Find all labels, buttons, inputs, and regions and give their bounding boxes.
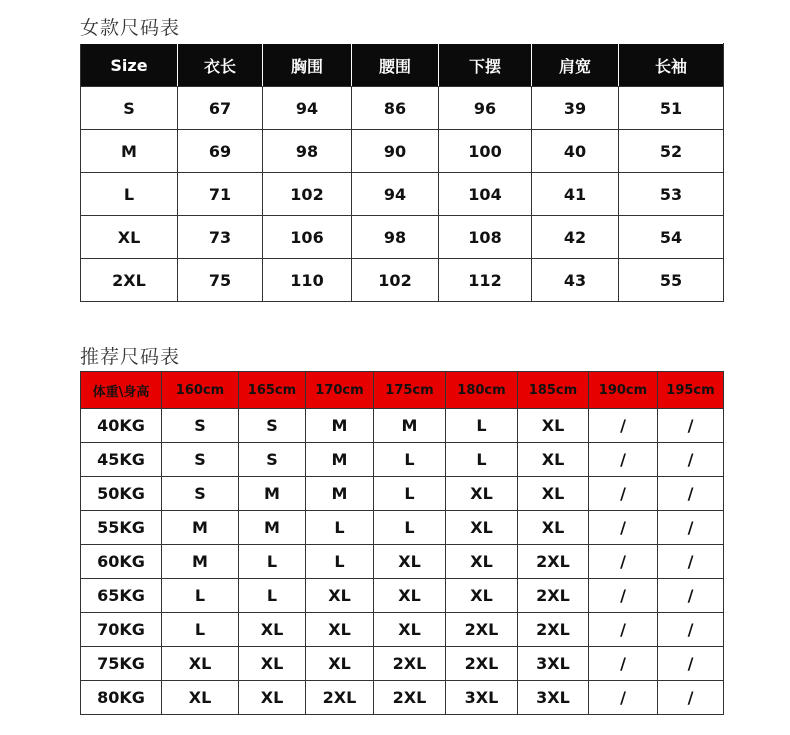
table-cell: XL bbox=[374, 579, 446, 613]
table-cell: XL bbox=[374, 545, 446, 579]
table-cell: L bbox=[81, 173, 178, 216]
table-cell: L bbox=[446, 409, 518, 443]
table-cell: 112 bbox=[439, 259, 532, 302]
table-cell: M bbox=[162, 545, 239, 579]
table-cell: / bbox=[658, 681, 724, 715]
table-header-row bbox=[81, 372, 724, 409]
table-cell: 102 bbox=[352, 259, 439, 302]
table-cell: 53 bbox=[619, 173, 724, 216]
table-cell: 96 bbox=[439, 87, 532, 130]
table-cell: 42 bbox=[532, 216, 619, 259]
table-cell: 102 bbox=[263, 173, 352, 216]
table-cell: M bbox=[306, 477, 374, 511]
table-cell: XL bbox=[446, 545, 518, 579]
column-header: 160cm bbox=[162, 372, 239, 409]
table-cell: XL bbox=[446, 511, 518, 545]
table-cell: 55KG bbox=[81, 511, 162, 545]
table-cell: M bbox=[81, 130, 178, 173]
table-cell: / bbox=[589, 409, 658, 443]
table-cell: 2XL bbox=[306, 681, 374, 715]
column-header: 165cm bbox=[239, 372, 306, 409]
column-header: 胸围 bbox=[263, 44, 352, 87]
table-cell: 2XL bbox=[374, 681, 446, 715]
table-cell: XL bbox=[239, 681, 306, 715]
table-cell: XL bbox=[518, 477, 589, 511]
table-cell: 3XL bbox=[518, 647, 589, 681]
table-cell: / bbox=[589, 545, 658, 579]
table-cell: XL bbox=[306, 647, 374, 681]
table-cell: XL bbox=[162, 681, 239, 715]
table-cell: 100 bbox=[439, 130, 532, 173]
table-cell: L bbox=[162, 579, 239, 613]
table-cell: L bbox=[306, 511, 374, 545]
table-cell: XL bbox=[81, 216, 178, 259]
table-cell: XL bbox=[446, 477, 518, 511]
table-cell: 108 bbox=[439, 216, 532, 259]
table-cell: XL bbox=[518, 409, 589, 443]
table-cell: 2XL bbox=[446, 613, 518, 647]
table-cell: / bbox=[658, 647, 724, 681]
column-header: 下摆 bbox=[439, 44, 532, 87]
table-cell: 45KG bbox=[81, 443, 162, 477]
table-cell: / bbox=[658, 613, 724, 647]
table-row bbox=[81, 647, 724, 681]
table-cell: M bbox=[306, 443, 374, 477]
table-cell: XL bbox=[518, 511, 589, 545]
table-cell: / bbox=[589, 613, 658, 647]
column-header: 180cm bbox=[446, 372, 518, 409]
table-cell: 73 bbox=[178, 216, 263, 259]
table-cell: 41 bbox=[532, 173, 619, 216]
table-cell: 106 bbox=[263, 216, 352, 259]
table-cell: M bbox=[239, 477, 306, 511]
table-cell: 80KG bbox=[81, 681, 162, 715]
table-row bbox=[81, 511, 724, 545]
table-cell: / bbox=[658, 511, 724, 545]
table-cell: M bbox=[239, 511, 306, 545]
table-cell: 75KG bbox=[81, 647, 162, 681]
table-row bbox=[81, 409, 724, 443]
table-cell: 65KG bbox=[81, 579, 162, 613]
column-header: 长袖 bbox=[619, 44, 724, 87]
table-row bbox=[81, 87, 724, 130]
table-cell: 52 bbox=[619, 130, 724, 173]
recommend-size-table bbox=[80, 371, 724, 715]
table-cell: 94 bbox=[352, 173, 439, 216]
column-header: 体重\身高 bbox=[81, 372, 162, 409]
table-cell: L bbox=[306, 545, 374, 579]
table-row bbox=[81, 173, 724, 216]
table-cell: 50KG bbox=[81, 477, 162, 511]
table-cell: 75 bbox=[178, 259, 263, 302]
column-header: 190cm bbox=[589, 372, 658, 409]
table-cell: M bbox=[306, 409, 374, 443]
table-cell: 2XL bbox=[81, 259, 178, 302]
table-cell: XL bbox=[446, 579, 518, 613]
table-row bbox=[81, 545, 724, 579]
table-cell: 110 bbox=[263, 259, 352, 302]
column-header: Size bbox=[81, 44, 178, 87]
table-cell: 39 bbox=[532, 87, 619, 130]
table-cell: 2XL bbox=[518, 613, 589, 647]
table-cell: XL bbox=[518, 443, 589, 477]
column-header: 腰围 bbox=[352, 44, 439, 87]
table-cell: 98 bbox=[352, 216, 439, 259]
table-cell: S bbox=[239, 443, 306, 477]
table-row bbox=[81, 613, 724, 647]
table-row bbox=[81, 443, 724, 477]
table-cell: / bbox=[589, 511, 658, 545]
table-cell: S bbox=[162, 409, 239, 443]
table-cell: 2XL bbox=[446, 647, 518, 681]
table-cell: / bbox=[658, 579, 724, 613]
table-cell: / bbox=[589, 579, 658, 613]
table-cell: S bbox=[162, 477, 239, 511]
column-header: 肩宽 bbox=[532, 44, 619, 87]
women-size-table bbox=[80, 43, 724, 302]
table-cell: 40 bbox=[532, 130, 619, 173]
table-cell: 55 bbox=[619, 259, 724, 302]
table-cell: M bbox=[374, 409, 446, 443]
table-row bbox=[81, 216, 724, 259]
table-cell: 2XL bbox=[518, 579, 589, 613]
table-cell: S bbox=[162, 443, 239, 477]
table-cell: M bbox=[162, 511, 239, 545]
table-cell: 90 bbox=[352, 130, 439, 173]
table-cell: 94 bbox=[263, 87, 352, 130]
table-cell: 70KG bbox=[81, 613, 162, 647]
table-cell: / bbox=[589, 477, 658, 511]
column-header: 185cm bbox=[518, 372, 589, 409]
table-cell: XL bbox=[306, 613, 374, 647]
table-cell: 54 bbox=[619, 216, 724, 259]
table-cell: 60KG bbox=[81, 545, 162, 579]
table-cell: / bbox=[589, 647, 658, 681]
table-row bbox=[81, 130, 724, 173]
column-header: 衣长 bbox=[178, 44, 263, 87]
recommend-size-table-title: 推荐尺码表 bbox=[80, 346, 181, 368]
table-cell: L bbox=[374, 443, 446, 477]
column-header: 175cm bbox=[374, 372, 446, 409]
table-cell: L bbox=[239, 579, 306, 613]
table-cell: XL bbox=[374, 613, 446, 647]
table-cell: L bbox=[374, 477, 446, 511]
table-cell: 2XL bbox=[518, 545, 589, 579]
table-cell: / bbox=[589, 443, 658, 477]
table-cell: / bbox=[658, 443, 724, 477]
table-cell: 98 bbox=[263, 130, 352, 173]
table-cell: L bbox=[162, 613, 239, 647]
women-size-table-title: 女款尺码表 bbox=[80, 17, 181, 39]
table-cell: S bbox=[81, 87, 178, 130]
table-cell: / bbox=[589, 681, 658, 715]
table-cell: L bbox=[239, 545, 306, 579]
table-row bbox=[81, 579, 724, 613]
table-cell: 43 bbox=[532, 259, 619, 302]
table-cell: 69 bbox=[178, 130, 263, 173]
table-header-row bbox=[81, 44, 724, 87]
table-cell: 40KG bbox=[81, 409, 162, 443]
column-header: 170cm bbox=[306, 372, 374, 409]
table-cell: / bbox=[658, 477, 724, 511]
table-cell: / bbox=[658, 409, 724, 443]
table-cell: XL bbox=[239, 613, 306, 647]
table-cell: 67 bbox=[178, 87, 263, 130]
table-cell: 2XL bbox=[374, 647, 446, 681]
table-cell: 86 bbox=[352, 87, 439, 130]
table-cell: 71 bbox=[178, 173, 263, 216]
table-cell: S bbox=[239, 409, 306, 443]
table-cell: 51 bbox=[619, 87, 724, 130]
table-row bbox=[81, 681, 724, 715]
table-cell: 3XL bbox=[518, 681, 589, 715]
table-cell: 3XL bbox=[446, 681, 518, 715]
column-header: 195cm bbox=[658, 372, 724, 409]
table-row bbox=[81, 259, 724, 302]
table-cell: 104 bbox=[439, 173, 532, 216]
table-cell: XL bbox=[239, 647, 306, 681]
table-cell: XL bbox=[306, 579, 374, 613]
table-cell: XL bbox=[162, 647, 239, 681]
table-cell: L bbox=[374, 511, 446, 545]
table-row bbox=[81, 477, 724, 511]
table-cell: / bbox=[658, 545, 724, 579]
table-cell: L bbox=[446, 443, 518, 477]
